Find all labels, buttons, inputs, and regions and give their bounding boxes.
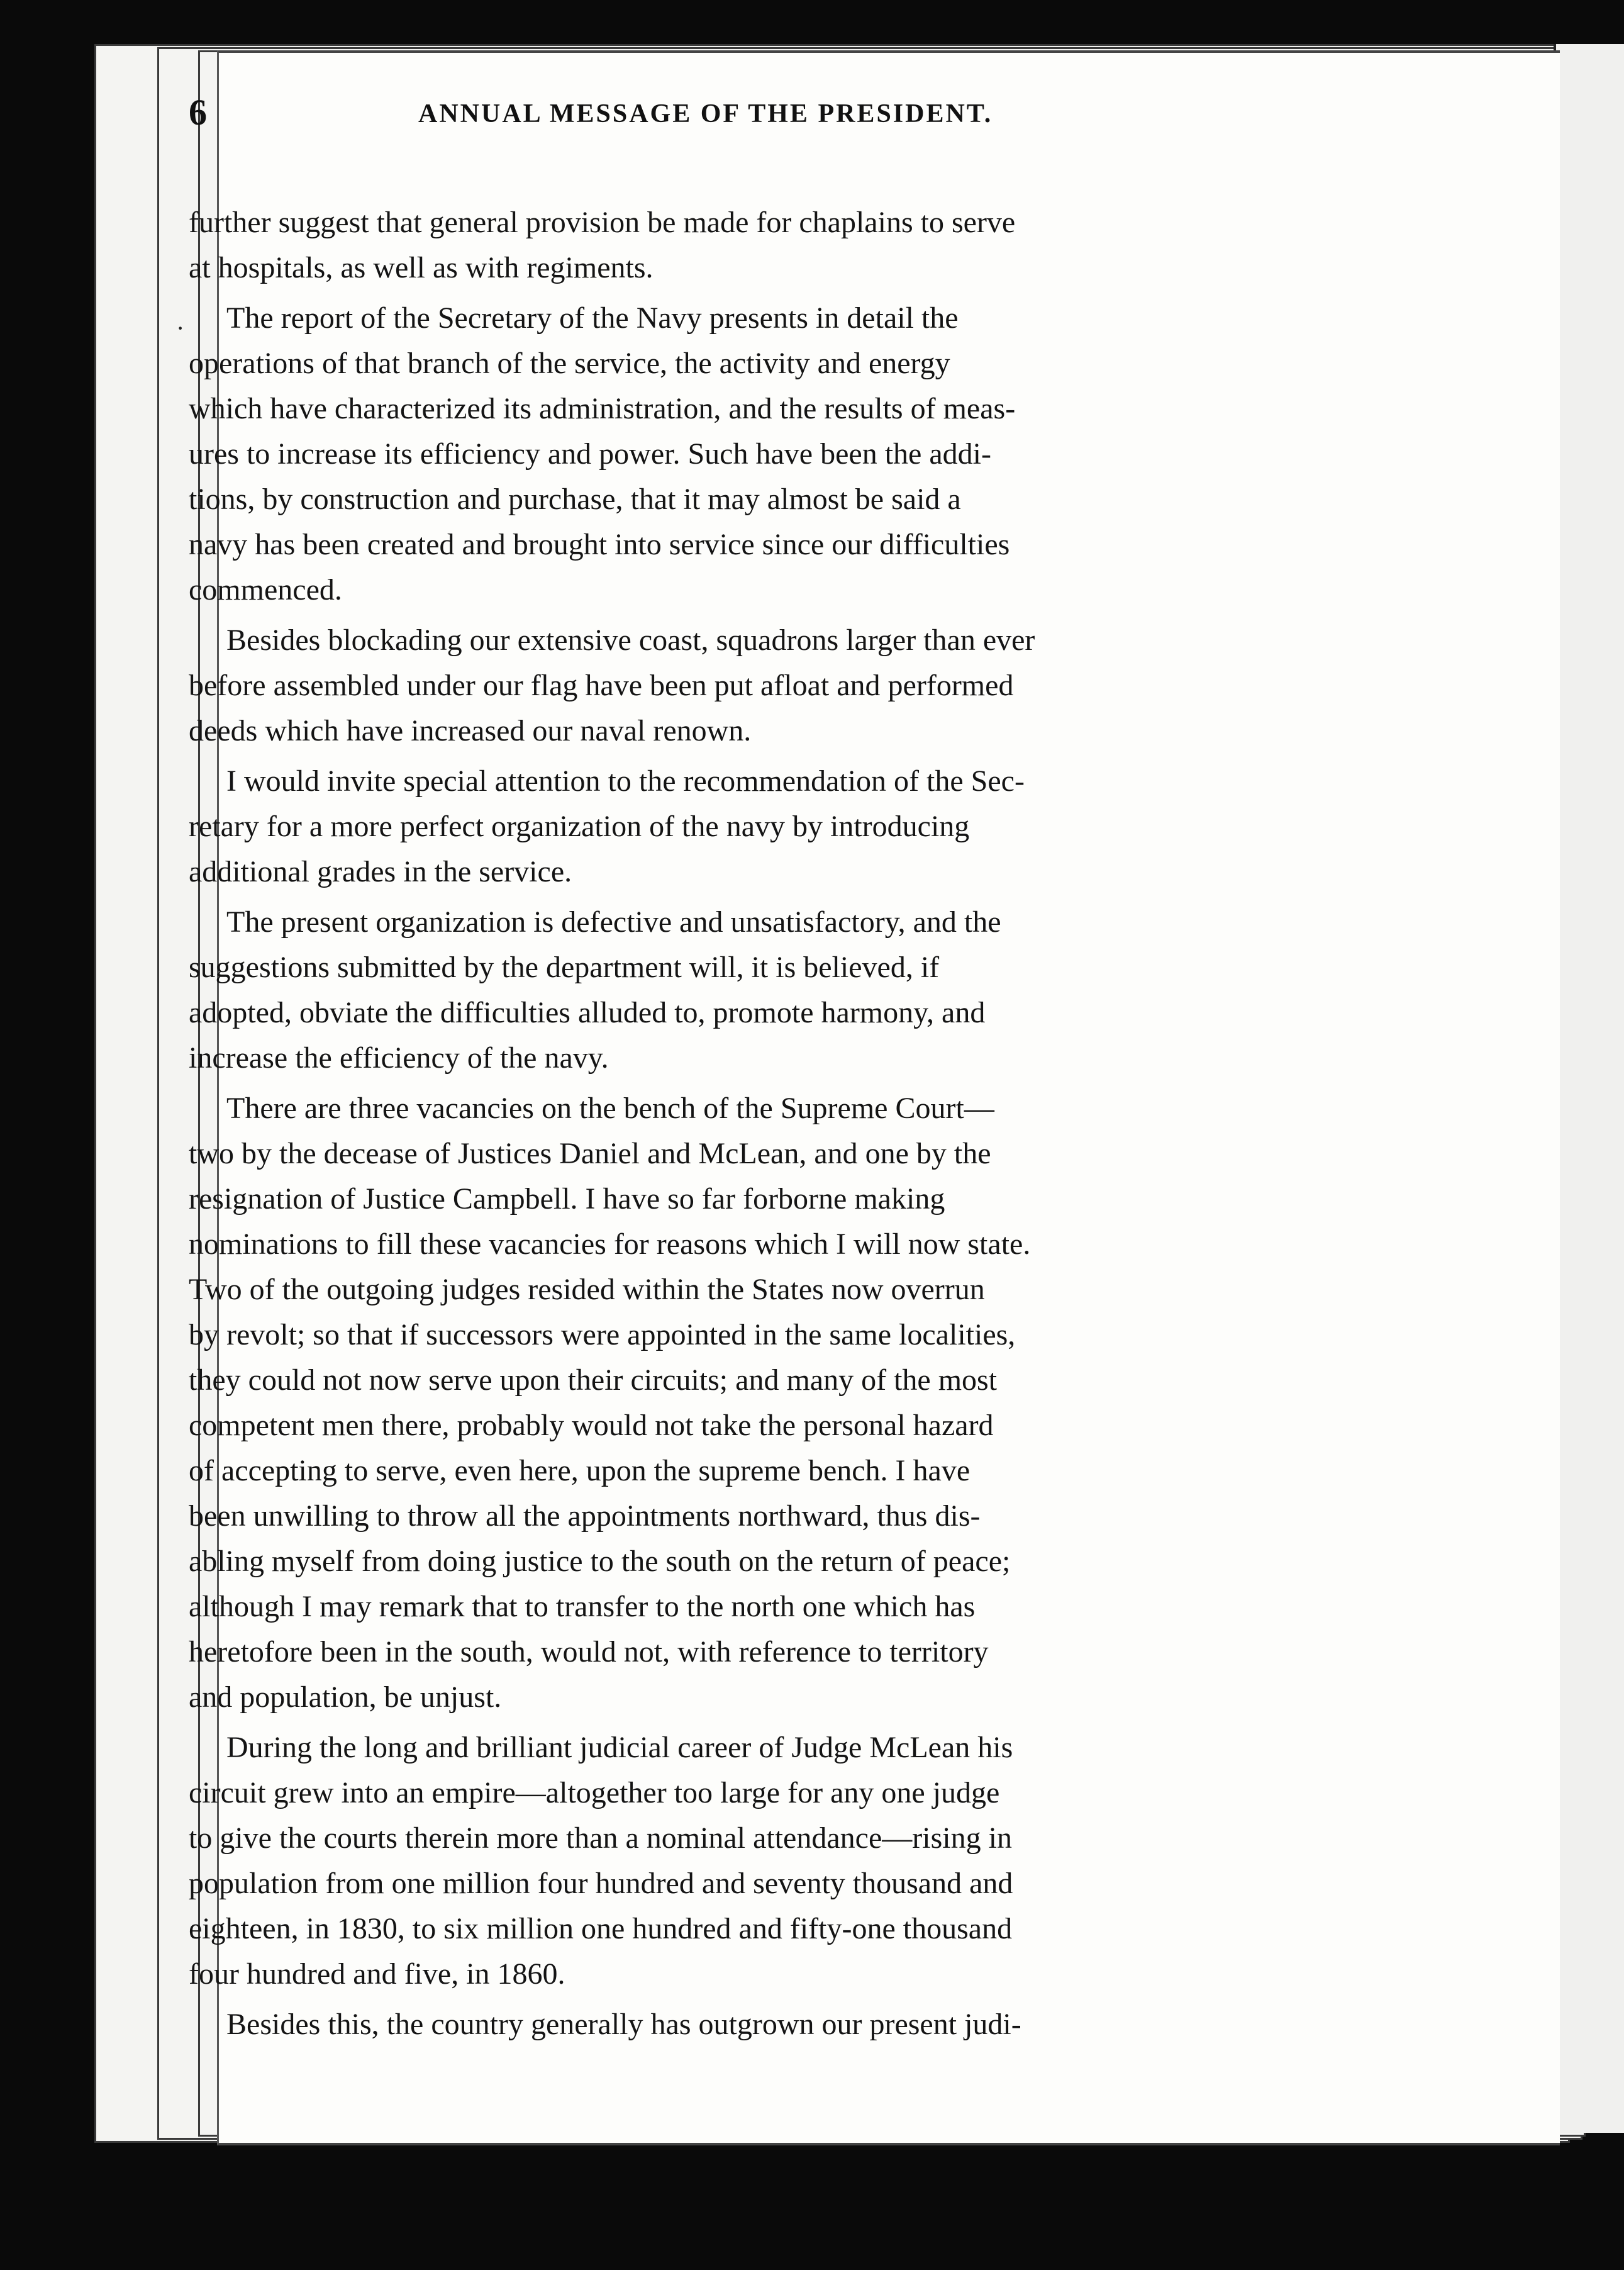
page-number: 6 — [189, 92, 207, 133]
text-line: before assembled under our flag have been put afloat and performed — [189, 669, 1014, 702]
text-line: heretofore been in the south, would not, with reference to territory — [189, 1635, 989, 1669]
text-line: ures to increase its efficiency and power. Such have been the addi- — [189, 437, 991, 471]
text-line: and population, be unjust. — [189, 1680, 502, 1714]
text-line: resignation of Justice Campbell. I have so far forborne making — [189, 1182, 945, 1216]
text-line: they could not now serve upon their circuits; and many of the most — [189, 1363, 998, 1397]
paragraph — [189, 296, 1271, 613]
paragraph — [189, 900, 1271, 1081]
text-line: been unwilling to throw all the appointments northward, thus dis- — [189, 1499, 981, 1533]
text-line: abling myself from doing justice to the south on the return of peace; — [189, 1545, 1011, 1578]
text-line: population from one million four hundred and seventy thousand and — [189, 1867, 1013, 1900]
text-line: Two of the outgoing judges resided within the States now overrun — [189, 1273, 985, 1306]
text-line: although I may remark that to transfer to the north one which has — [189, 1590, 976, 1623]
text-line: During the long and brilliant judicial career of Judge McLean his — [226, 1731, 1013, 1764]
text-line: eighteen, in 1830, to six million one hundred and fifty-one thousand — [189, 1912, 1013, 1945]
text-line: circuit grew into an empire—altogether too large for any one judge — [189, 1776, 1000, 1809]
text-line: by revolt; so that if successors were appointed in the same localities, — [189, 1318, 1016, 1351]
margin-mark: · — [176, 314, 185, 342]
paragraph — [189, 1725, 1271, 1997]
text-line: The present organization is defective and unsatisfactory, and the — [226, 905, 1001, 939]
text-line: increase the efficiency of the navy. — [189, 1041, 609, 1075]
text-line: two by the decease of Justices Daniel and McLean, and one by the — [189, 1137, 991, 1170]
text-line: further suggest that general provision be made for chaplains to serve — [189, 206, 1016, 239]
text-line: which have characterized its administration, and the results of meas- — [189, 392, 1016, 425]
page-header — [189, 91, 1258, 142]
text-line: Besides this, the country generally has outgrown our present judi- — [226, 2008, 1021, 2041]
text-line: retary for a more perfect organization of the navy by introducing — [189, 810, 970, 843]
text-line: suggestions submitted by the department will, it is believed, if — [189, 951, 940, 984]
paragraph — [189, 1086, 1271, 1720]
facing-page-edge — [1554, 44, 1624, 2133]
text-line: adopted, obviate the difficulties alluded to, promote harmony, and — [189, 996, 986, 1029]
running-head: ANNUAL MESSAGE OF THE PRESIDENT. — [418, 99, 993, 128]
text-line: I would invite special attention to the recommendation of the Sec- — [226, 764, 1025, 798]
text-line: tions, by construction and purchase, that it may almost be said a — [189, 483, 961, 516]
text-line: Besides blockading our extensive coast, squadrons larger than ever — [226, 623, 1035, 657]
text-line: of accepting to serve, even here, upon the supreme bench. I have — [189, 1454, 971, 1487]
text-line: There are three vacancies on the bench of the Supreme Court— — [226, 1092, 994, 1125]
text-line: to give the courts therein more than a nominal attendance—rising in — [189, 1821, 1012, 1855]
paragraph — [189, 618, 1271, 754]
text-line: additional grades in the service. — [189, 855, 572, 888]
text-line: nominations to fill these vacancies for reasons which I will now state. — [189, 1227, 1031, 1261]
text-line: four hundred and five, in 1860. — [189, 1957, 565, 1991]
text-line: deeds which have increased our naval renown. — [189, 714, 752, 747]
text-line: commenced. — [189, 573, 342, 607]
text-line: at hospitals, as well as with regiments. — [189, 251, 653, 284]
text-line: The report of the Secretary of the Navy presents in detail the — [226, 301, 959, 335]
paragraph — [189, 759, 1271, 895]
paragraph — [189, 200, 1271, 291]
body-text — [189, 200, 1271, 2052]
paragraph — [189, 2002, 1271, 2047]
text-line: operations of that branch of the service, the activity and energy — [189, 347, 950, 380]
text-line: competent men there, probably would not take the personal hazard — [189, 1409, 994, 1442]
text-line: navy has been created and brought into service since our difficulties — [189, 528, 1010, 561]
